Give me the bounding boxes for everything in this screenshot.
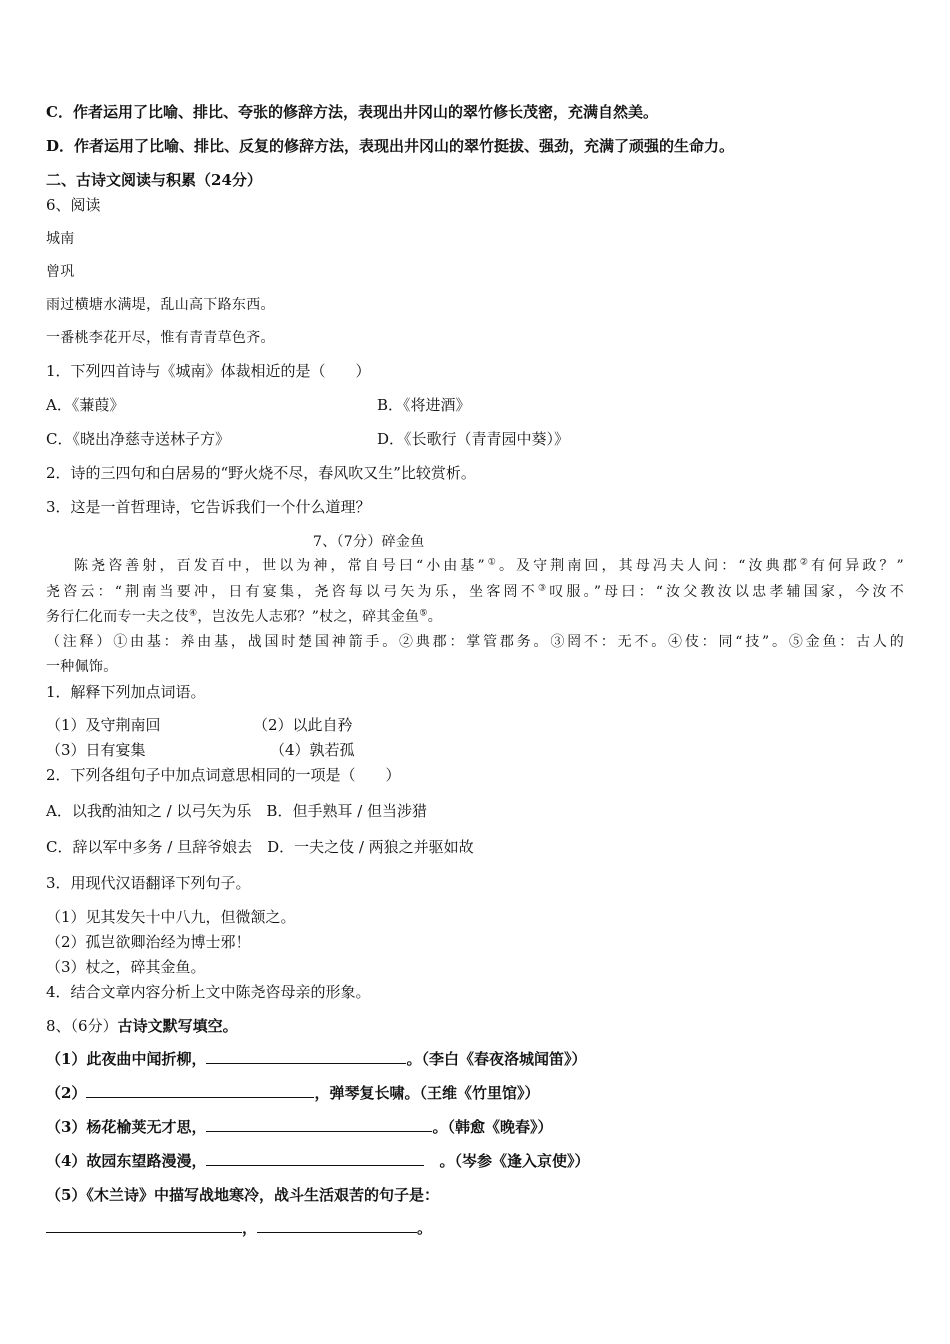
q7-title: 7、（7分）碎金鱼 [313,534,425,550]
q6-option-a: A．《蒹葭》 [46,396,125,414]
q7-options-ab: A．以我酌油知之 / 以弓矢为乐 B．但手熟耳 / 但当涉猎 [46,802,428,820]
poem-title: 城南 [46,231,75,247]
answer-blank-2[interactable] [86,1083,314,1098]
q7-translate-1: （1）见其发矢十中八九，但微颔之。 [46,908,296,926]
q7-question-2: 2．下列各组句子中加点词意思相同的一项是（ ） [46,766,401,784]
q8-item-5: （5）《木兰诗》中描写战地寒冷，战斗生活艰苦的句子是： [46,1186,439,1204]
q8-item-4: （4）故园东望路漫漫， 。（岑参《逢入京使》） [46,1152,590,1170]
notes-line-2: 一种佩饰。 [46,659,118,675]
answer-blank-4[interactable] [206,1151,424,1166]
answer-blank-1[interactable] [206,1049,406,1064]
q6-question-2: 2．诗的三四句和白居易的“野火烧不尽，春风吹又生”比较赏析。 [46,464,476,482]
q7-translate-2: （2）孤岂欲卿治经为博士邪！ [46,933,251,951]
q7-word-3: （3）日有宴集 [46,741,146,759]
answer-blank-5a[interactable] [46,1218,242,1233]
q7-question-4: 4．结合文章内容分析上文中陈尧咨母亲的形象。 [46,983,371,1001]
q7-word-2: （2）以此自矜 [253,716,353,734]
poem-line-2: 一番桃李花开尽，惟有青青草色齐。 [46,330,275,346]
passage-line-3: 务行仁化而专一夫之伎④，岂汝先人志邪？”杖之，碎其金鱼⑤。 [46,608,443,625]
q7-question-1: 1．解释下列加点词语。 [46,683,206,701]
q6-option-b: B．《将进酒》 [377,396,471,414]
q6-title: 6、阅读 [46,196,101,214]
option-c: C．作者运用了比喻、排比、夸张的修辞方法，表现出井冈山的翠竹修长茂密，充满自然美。 [46,103,658,121]
q7-word-4: （4）孰若孤 [270,741,355,759]
q7-question-3: 3．用现代汉语翻译下列句子。 [46,874,251,892]
q8-item-1: （1）此夜曲中闻折柳， 。（李白《春夜洛城闻笛》） [46,1050,587,1068]
q8-item-5-answers: ， 。 [46,1218,432,1238]
passage-line-1: 陈尧咨善射，百发百中，世以为神，常自号曰“小由基”①。及守荆南回，其母冯夫人问：“汝典郡②有何异政？” [74,557,904,574]
notes-line-1: （注释）①由基：养由基，战国时楚国神箭手。②典郡：掌管郡务。③罔不：无不。④伎：同“技”。⑤金鱼：古人的 [46,634,904,650]
q7-word-1: （1）及守荆南回 [46,716,161,734]
q7-translate-3: （3）杖之，碎其金鱼。 [46,958,206,976]
q6-question-1: 1．下列四首诗与《城南》体裁相近的是（ ） [46,362,371,380]
q6-question-3: 3．这是一首哲理诗，它告诉我们一个什么道理？ [46,498,371,516]
q8-title: 8、（6分）古诗文默写填空。 [46,1017,238,1035]
option-d: D．作者运用了比喻、排比、反复的修辞方法，表现出井冈山的翠竹挺拔、强劲，充满了顽强的生命力。 [46,137,735,155]
q7-options-cd: C．辞以军中多务 / 旦辞爷娘去 D．一夫之伎 / 两狼之并驱如故 [46,838,474,856]
q8-item-2: （2） ，弹琴复长啸。（王维《竹里馆》） [46,1084,540,1102]
q6-option-c: C．《晓出净慈寺送林子方》 [46,430,230,448]
passage-line-2: 尧咨云：“荆南当要冲，日有宴集，尧咨每以弓矢为乐，坐客罔不③叹服。”母曰：“汝父教汝以忠孝辅国家，今汝不 [46,583,905,600]
answer-blank-3[interactable] [206,1117,432,1132]
poem-author: 曾巩 [46,264,75,280]
q8-item-3: （3）杨花榆荚无才思， 。（韩愈《晚春》） [46,1118,553,1136]
poem-line-1: 雨过横塘水满堤，乱山高下路东西。 [46,297,275,313]
section-heading: 二、古诗文阅读与积累（24分） [46,171,262,189]
q6-option-d: D．《长歌行（青青园中葵）》 [377,430,570,448]
answer-blank-5b[interactable] [257,1218,417,1233]
